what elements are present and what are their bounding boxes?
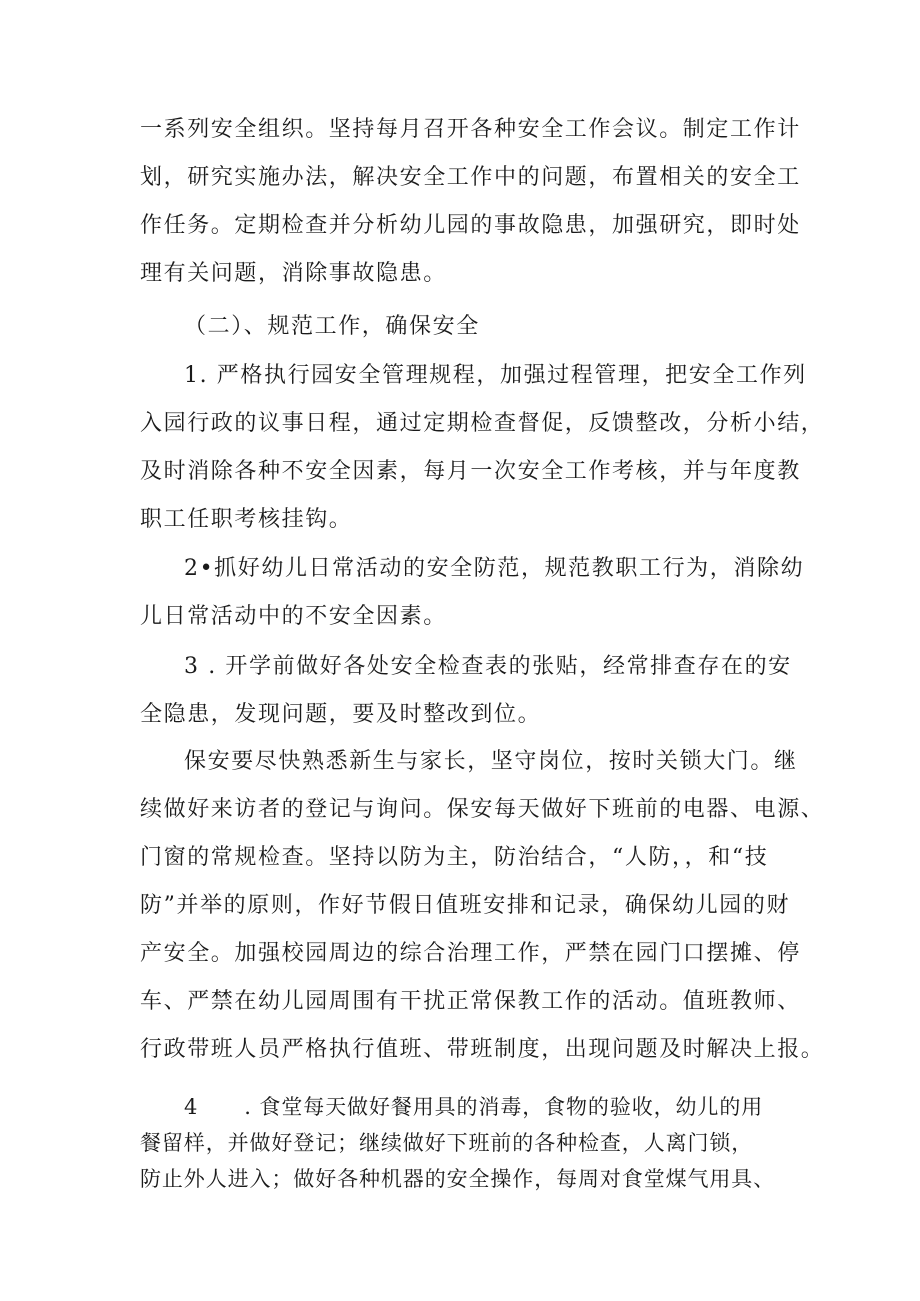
section-heading-text: （二）、规范工作，确保安全: [184, 314, 480, 339]
text-line: 3 . 开学前做好各处安全检查表的张贴，经常排查存在的安: [184, 654, 792, 679]
item-number: 4: [184, 1095, 199, 1119]
text-line: 防止外人进入；做好各种机器的安全操作，每周对食堂煤气用具、: [140, 1167, 776, 1191]
text-line: [140, 1089, 800, 1125]
text-line-content: . 食堂每天做好餐用具的消毒，食物的验收，幼儿的用: [244, 1095, 764, 1119]
text-line: 划，研究实施办法，解决安全工作中的问题，布置相关的安全工: [140, 165, 801, 190]
paragraph-item-2: [140, 545, 805, 641]
text-line: 全隐患，发现问题，要及时整改到位。: [140, 702, 542, 727]
text-line: 2•抓好幼儿日常活动的安全防范，规范教职工行为，消除幼: [184, 556, 805, 581]
text-line: 保安要尽快熟悉新生与家长，坚守岗位，按时关锁大门。继: [184, 749, 798, 774]
paragraph-item-4: [140, 1089, 800, 1197]
paragraph-safety-organization: [140, 106, 800, 298]
text-line: 车、严禁在幼儿园周围有干扰正常保教工作的活动。值班教师、: [140, 989, 801, 1014]
text-line: 续做好来访者的登记与询问。保安每天做好下班前的电器、电源、: [140, 797, 825, 822]
text-line: 防”并举的原则，作好节假日值班安排和记录，确保幼儿园的财: [140, 893, 791, 918]
text-line: 及时消除各种不安全因素，每月一次安全工作考核，并与年度教: [140, 459, 801, 484]
text-line: 职工任职考核挂钩。: [140, 507, 353, 532]
text-line: 餐留样，并做好登记；继续做好下班前的各种检查，人离门锁，: [140, 1131, 754, 1155]
text-line: 1. 严格执行园安全管理规程，加强过程管理，把安全工作列: [184, 363, 807, 388]
text-line: 行政带班人员严格执行值班、带班制度，出现问题及时解决上报。: [140, 1037, 825, 1062]
text-line: 入园行政的议事日程，通过定期检查督促，反馈整改，分析小结，: [140, 411, 825, 436]
text-line: 门窗的常规检查。坚持以防为主，防治结合，“人防，，和“技: [140, 845, 769, 870]
section-heading: [140, 303, 800, 351]
paragraph-security-guard: [140, 738, 825, 1074]
paragraph-item-3: [140, 643, 800, 739]
text-line: 产安全。加强校园周边的综合治理工作，严禁在园门口摆摊、停: [140, 941, 801, 966]
text-line: 作任务。定期检查并分析幼儿园的事故隐患，加强研究，即时处: [140, 213, 801, 238]
paragraph-item-1: [140, 352, 825, 544]
text-line: 一系列安全组织。坚持每月召开各种安全工作会议。制定工作计: [140, 117, 801, 142]
text-line: 理有关问题，消除事故隐患。: [140, 261, 447, 286]
text-line: 儿日常活动中的不安全因素。: [140, 604, 447, 629]
